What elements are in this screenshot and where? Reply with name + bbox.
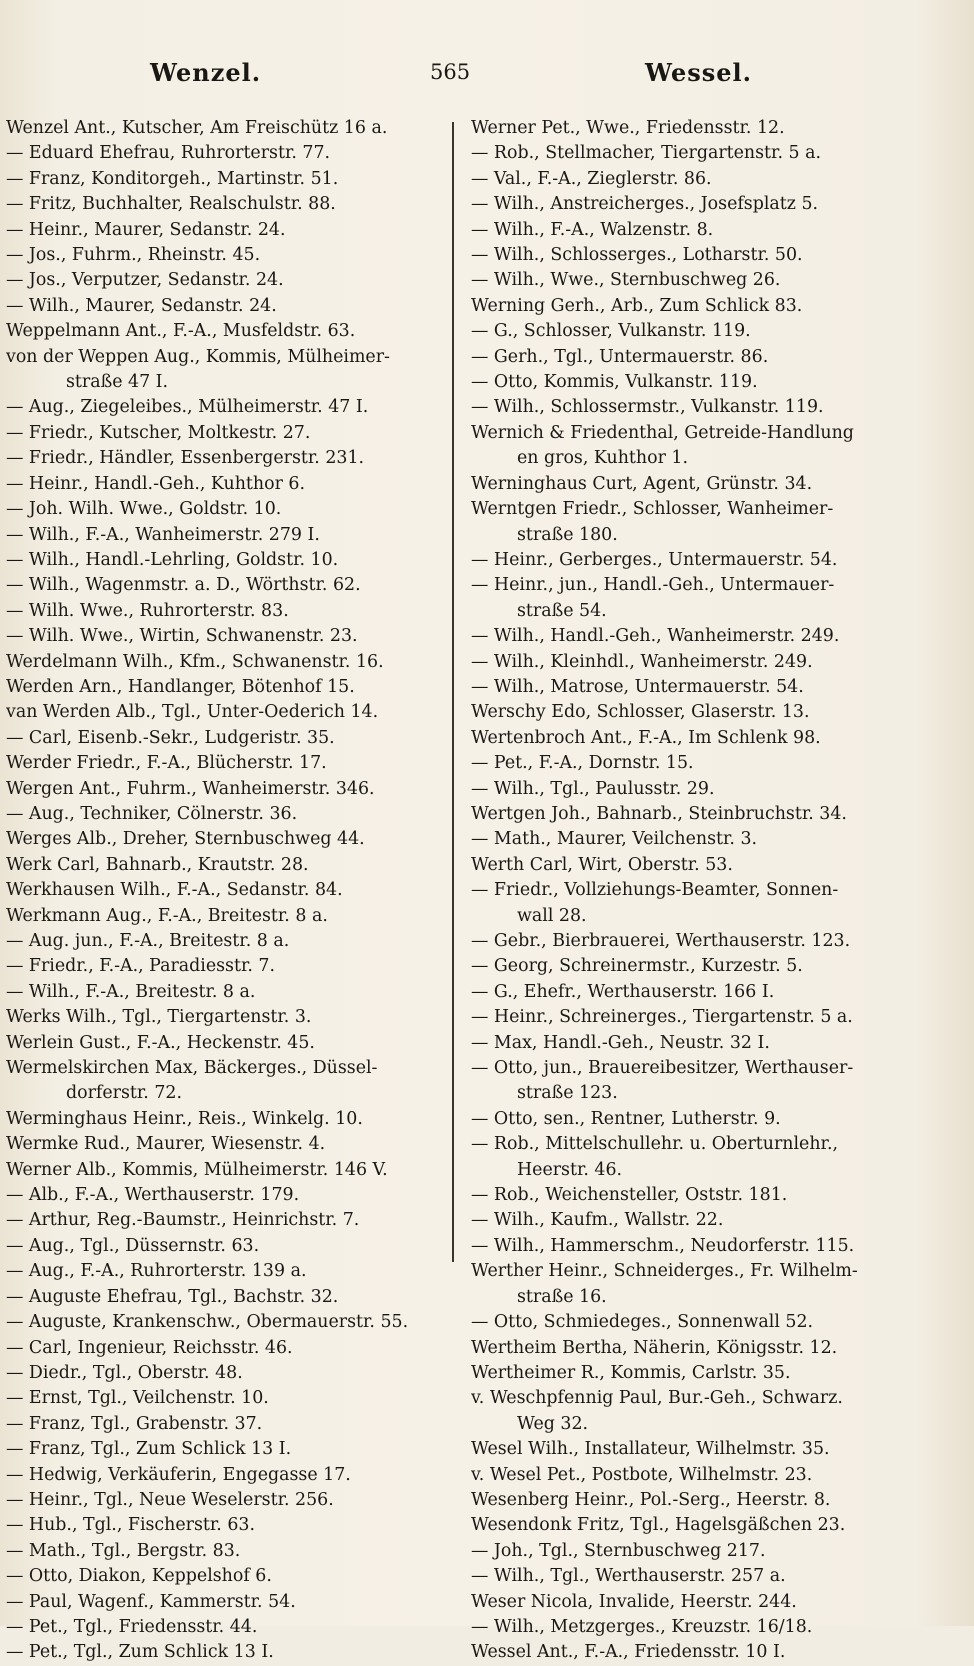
directory-entry-line: — Fritz, Buchhalter, Realschulstr. 88. <box>6 194 336 215</box>
directory-entry-line: straße 47 I. <box>66 372 169 393</box>
page-header <box>0 58 974 98</box>
header-right-name: Wessel. <box>645 58 753 87</box>
directory-entry-line: — Carl, Ingenieur, Reichsstr. 46. <box>6 1337 293 1358</box>
directory-entry-line: Wenzel Ant., Kutscher, Am Freischütz 16 a. <box>6 118 388 138</box>
directory-entry-line: Wernich & Friedenthal, Getreide-Handlung <box>471 422 854 443</box>
directory-entry-line: — Otto, jun., Brauereibesitzer, Werthauser- <box>471 1058 854 1079</box>
directory-entry-line: — Franz, Konditorgeh., Martinstr. 51. <box>6 168 339 189</box>
directory-entry-line: — Aug., Ziegeleibes., Mülheimerstr. 47 I. <box>6 397 369 418</box>
directory-entry-line: — Franz, Tgl., Grabenstr. 37. <box>6 1413 263 1434</box>
directory-entry-line: Werninghaus Curt, Agent, Grünstr. 34. <box>471 473 813 494</box>
directory-entry-line: straße 123. <box>517 1083 618 1104</box>
directory-entry-line: — Wilh., Maurer, Sedanstr. 24. <box>6 295 277 316</box>
directory-entry-line: Weppelmann Ant., F.-A., Musfeldstr. 63. <box>6 321 356 342</box>
directory-entry-line: — Pet., F.-A., Dornstr. 15. <box>471 753 694 774</box>
directory-entry-line: — Aug. jun., F.-A., Breitestr. 8 a. <box>6 931 290 951</box>
directory-entry-line: Werschy Edo, Schlosser, Glaserstr. 13. <box>471 702 810 723</box>
directory-entry-line: Werner Pet., Wwe., Friedensstr. 12. <box>471 118 785 138</box>
directory-entry-line: — Friedr., Händler, Essenbergerstr. 231. <box>6 448 365 469</box>
directory-entry-line: Werntgen Friedr., Schlosser, Wanheimer- <box>471 499 834 520</box>
directory-entry-line: Wermke Rud., Maurer, Wiesenstr. 4. <box>6 1134 326 1155</box>
directory-entry-line: — Carl, Eisenb.-Sekr., Ludgeristr. 35. <box>6 727 335 748</box>
directory-entry-line: — Otto, Schmiedeges., Sonnenwall 52. <box>471 1312 814 1333</box>
directory-entry-line: — Friedr., Vollziehungs-Beamter, Sonnen- <box>471 880 839 901</box>
directory-entry-line: Wermelskirchen Max, Bäckerges., Düssel- <box>6 1058 378 1079</box>
right-column <box>471 116 963 1666</box>
directory-entry-line: — Wilh., Tgl., Werthauserstr. 257 a. <box>471 1566 786 1587</box>
directory-entry-line: — Wilh., Handl.-Geh., Wanheimerstr. 249. <box>471 626 840 647</box>
directory-entry-line: Wesendonk Fritz, Tgl., Hagelsgäßchen 23. <box>471 1515 846 1536</box>
directory-entry-line: Weser Nicola, Invalide, Heerstr. 244. <box>471 1591 797 1612</box>
directory-entry-line: — Georg, Schreinermstr., Kurzestr. 5. <box>471 956 803 977</box>
directory-entry-line: — Franz, Tgl., Zum Schlick 13 I. <box>6 1439 292 1460</box>
directory-entry-line: — Rob., Stellmacher, Tiergartenstr. 5 a. <box>471 143 821 164</box>
directory-entry-line: — Alb., F.-A., Werthauserstr. 179. <box>6 1185 300 1206</box>
directory-entry-line: — Jos., Verputzer, Sedanstr. 24. <box>6 270 284 291</box>
directory-entry-line: wall 28. <box>517 905 587 926</box>
directory-entry-line: — Aug., F.-A., Ruhrorterstr. 139 a. <box>6 1261 307 1282</box>
directory-entry-line: — G., Ehefr., Werthauserstr. 166 I. <box>471 981 775 1002</box>
directory-entry-line: v. Wesel Pet., Postbote, Wilhelmstr. 23. <box>471 1464 813 1485</box>
directory-entry-line: Wertheim Bertha, Näherin, Königsstr. 12. <box>471 1337 838 1358</box>
directory-entry-line: von der Weppen Aug., Kommis, Mülheimer- <box>6 346 390 367</box>
directory-entry-line: — Wilh., Hammerschm., Neudorferstr. 115. <box>471 1235 855 1256</box>
directory-entry-line: — Pet., Tgl., Friedensstr. 44. <box>6 1616 258 1637</box>
page-number: 565 <box>430 60 471 84</box>
directory-entry-line: Wertenbroch Ant., F.-A., Im Schlenk 98. <box>471 727 821 748</box>
directory-entry-line: — Otto, sen., Rentner, Lutherstr. 9. <box>471 1108 781 1129</box>
directory-entry-line: — Wilh., F.-A., Walzenstr. 8. <box>471 219 714 240</box>
directory-entry-line: straße 180. <box>517 524 618 545</box>
directory-entry-line: Werkhausen Wilh., F.-A., Sedanstr. 84. <box>6 880 343 901</box>
directory-entry-line: Werther Heinr., Schneiderges., Fr. Wilhelm- <box>471 1261 858 1282</box>
directory-entry-line: — Rob., Mittelschullehr. u. Oberturnlehr., <box>471 1134 839 1155</box>
directory-entry-line: — Heinr., Maurer, Sedanstr. 24. <box>6 219 286 240</box>
directory-entry-line: Wertheimer R., Kommis, Carlstr. 35. <box>471 1362 791 1383</box>
directory-entry-line: — Wilh., Kaufm., Wallstr. 22. <box>471 1210 724 1231</box>
directory-entry-line: — Friedr., F.-A., Paradiesstr. 7. <box>6 956 276 977</box>
directory-entry-line: — Gerh., Tgl., Untermauerstr. 86. <box>471 346 769 367</box>
directory-entry-line: — Heinr., Handl.-Geh., Kuhthor 6. <box>6 473 306 494</box>
directory-entry-line: — Rob., Weichensteller, Oststr. 181. <box>471 1185 788 1206</box>
directory-entry-line: — Wilh., Schlossermstr., Vulkanstr. 119. <box>471 397 824 418</box>
directory-entry-line: — Otto, Diakon, Keppelshof 6. <box>6 1566 272 1587</box>
directory-entry-line: van Werden Alb., Tgl., Unter-Oederich 14. <box>6 702 379 723</box>
directory-entry-line: — G., Schlosser, Vulkanstr. 119. <box>471 321 751 342</box>
directory-entry-line: Wergen Ant., Fuhrm., Wanheimerstr. 346. <box>6 778 375 799</box>
directory-entry-line: Werlein Gust., F.-A., Heckenstr. 45. <box>6 1032 315 1053</box>
directory-entry-line: Werk Carl, Bahnarb., Krautstr. 28. <box>6 854 309 875</box>
directory-entry-line: — Auguste, Krankenschw., Obermauerstr. 55. <box>6 1312 409 1333</box>
directory-entry-line: en gros, Kuhthor 1. <box>517 448 689 469</box>
directory-entry-line: — Diedr., Tgl., Oberstr. 48. <box>6 1362 243 1383</box>
directory-entry-line: straße 54. <box>517 600 607 621</box>
directory-entry-line: — Pet., Tgl., Zum Schlick 13 I. <box>6 1642 274 1663</box>
directory-entry-line: Wertgen Joh., Bahnarb., Steinbruchstr. 34. <box>471 803 847 824</box>
directory-entry-line: Werkmann Aug., F.-A., Breitestr. 8 a. <box>6 905 328 926</box>
directory-entry-line: — Wilh., F.-A., Breitestr. 8 a. <box>6 981 256 1002</box>
directory-entry-line: — Aug., Tgl., Düssernstr. 63. <box>6 1235 260 1256</box>
directory-entry-line: — Gebr., Bierbrauerei, Werthauserstr. 123. <box>471 931 851 951</box>
directory-entry-line: dorferstr. 72. <box>66 1083 182 1104</box>
directory-entry-line: — Wilh., Schlosserges., Lotharstr. 50. <box>471 245 803 266</box>
directory-entry-line: — Wilh., Wwe., Sternbuschweg 26. <box>471 270 781 291</box>
directory-entry-line: — Max, Handl.-Geh., Neustr. 32 I. <box>471 1032 770 1053</box>
directory-entry-line: — Val., F.-A., Zieglerstr. 86. <box>471 168 712 189</box>
directory-entry-line: — Heinr., jun., Handl.-Geh., Untermauer- <box>471 575 835 596</box>
directory-entry-line: — Wilh., Tgl., Paulusstr. 29. <box>471 778 715 799</box>
directory-entry-line: Werminghaus Heinr., Reis., Winkelg. 10. <box>6 1108 363 1129</box>
directory-entry-line: — Math., Maurer, Veilchenstr. 3. <box>471 829 758 850</box>
directory-entry-line: — Wilh., Kleinhdl., Wanheimerstr. 249. <box>471 651 813 672</box>
directory-entry-line: Werning Gerh., Arb., Zum Schlick 83. <box>471 295 803 316</box>
directory-entry-line: — Eduard Ehefrau, Ruhrorterstr. 77. <box>6 143 331 164</box>
directory-entry-line: — Hub., Tgl., Fischerstr. 63. <box>6 1515 256 1536</box>
directory-entry-line: — Wilh., Anstreicherges., Josefsplatz 5. <box>471 194 819 215</box>
left-column <box>6 116 440 1666</box>
directory-entry-line: — Auguste Ehefrau, Tgl., Bachstr. 32. <box>6 1286 339 1307</box>
column-divider <box>452 122 454 1262</box>
directory-entry-line: — Aug., Techniker, Cölnerstr. 36. <box>6 803 298 824</box>
directory-entry-line: Werges Alb., Dreher, Sternbuschweg 44. <box>6 829 365 850</box>
header-left-name: Wenzel. <box>150 58 262 87</box>
directory-entry-line: — Wilh., Metzgerges., Kreuzstr. 16/18. <box>471 1616 813 1637</box>
directory-entry-line: Werden Arn., Handlanger, Bötenhof 15. <box>6 676 355 697</box>
directory-entry-line: — Heinr., Schreinerges., Tiergartenstr. 5 a. <box>471 1007 853 1028</box>
directory-entry-line: Wesenberg Heinr., Pol.-Serg., Heerstr. 8. <box>471 1489 831 1510</box>
directory-entry-line: — Ernst, Tgl., Veilchenstr. 10. <box>6 1388 269 1409</box>
directory-entry-line: — Friedr., Kutscher, Moltkestr. 27. <box>6 422 311 443</box>
directory-entry-line: — Wilh., Handl.-Lehrling, Goldstr. 10. <box>6 549 339 570</box>
directory-entry-line: — Arthur, Reg.-Baumstr., Heinrichstr. 7. <box>6 1210 360 1231</box>
directory-entry-line: — Heinr., Gerberges., Untermauerstr. 54. <box>471 549 838 570</box>
directory-entry-line: v. Weschpfennig Paul, Bur.-Geh., Schwarz. <box>471 1388 843 1409</box>
directory-entry-line: Werks Wilh., Tgl., Tiergartenstr. 3. <box>6 1007 312 1028</box>
directory-entry-line: Werdelmann Wilh., Kfm., Schwanenstr. 16. <box>6 651 384 672</box>
directory-entry-line: — Joh., Tgl., Sternbuschweg 217. <box>471 1540 766 1561</box>
directory-entry-line: — Heinr., Tgl., Neue Weselerstr. 256. <box>6 1489 334 1510</box>
directory-entry-line: — Jos., Fuhrm., Rheinstr. 45. <box>6 245 261 266</box>
directory-entry-line: — Otto, Kommis, Vulkanstr. 119. <box>471 372 758 393</box>
directory-entry-line: — Wilh., F.-A., Wanheimerstr. 279 I. <box>6 524 320 545</box>
directory-entry-line: — Wilh. Wwe., Wirtin, Schwanenstr. 23. <box>6 626 358 647</box>
directory-entry-line: — Wilh., Wagenmstr. a. D., Wörthstr. 62. <box>6 575 361 596</box>
directory-entry-line: Weg 32. <box>517 1413 589 1434</box>
directory-entry-line: — Math., Tgl., Bergstr. 83. <box>6 1540 241 1561</box>
directory-entry-line: Werner Alb., Kommis, Mülheimerstr. 146 V. <box>6 1159 388 1180</box>
directory-entry-line: Heerstr. 46. <box>517 1159 623 1180</box>
directory-entry-line: Wessel Ant., F.-A., Friedensstr. 10 I. <box>471 1642 786 1663</box>
directory-entry-line: — Joh. Wilh. Wwe., Goldstr. 10. <box>6 499 282 520</box>
directory-entry-line: Wesel Wilh., Installateur, Wilhelmstr. 35. <box>471 1439 830 1460</box>
directory-entry-line: — Paul, Wagenf., Kammerstr. 54. <box>6 1591 296 1612</box>
directory-entry-line: Werder Friedr., F.-A., Blücherstr. 17. <box>6 753 327 774</box>
directory-entry-line: — Wilh., Matrose, Untermauerstr. 54. <box>471 676 804 697</box>
directory-entry-line: — Wilh. Wwe., Ruhrorterstr. 83. <box>6 600 289 621</box>
directory-entry-line: straße 16. <box>517 1286 607 1307</box>
directory-entry-line: Werth Carl, Wirt, Oberstr. 53. <box>471 854 733 875</box>
directory-entry-line: — Hedwig, Verkäuferin, Engegasse 17. <box>6 1464 351 1485</box>
